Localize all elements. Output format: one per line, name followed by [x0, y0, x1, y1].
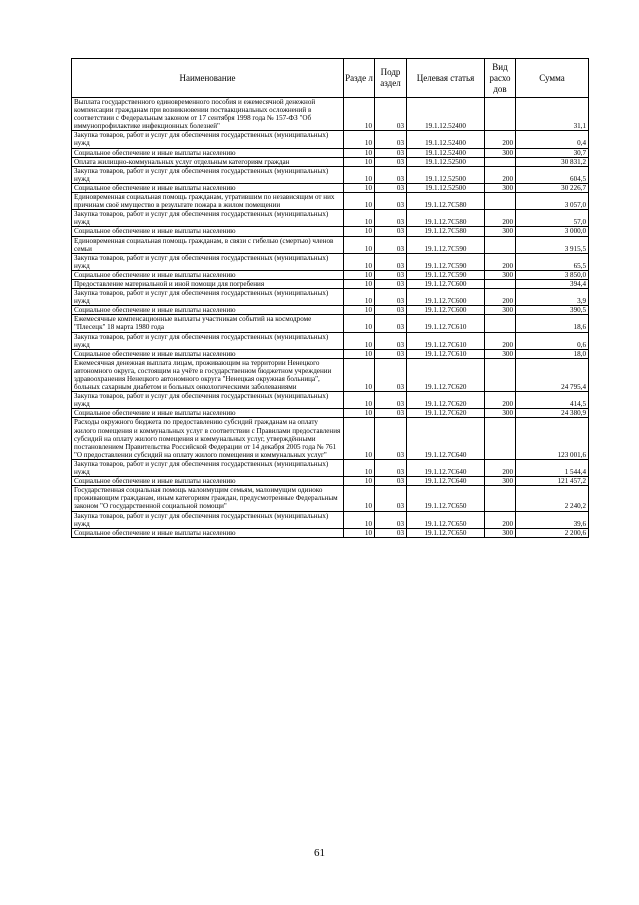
cell-tselevaya: 19.1.12.7С610 — [407, 349, 485, 358]
cell-podrazdel: 03 — [375, 511, 407, 528]
cell-vid — [485, 236, 516, 253]
cell-podrazdel: 03 — [375, 459, 407, 476]
cell-summa: 65,5 — [516, 253, 589, 270]
cell-razdel: 10 — [344, 193, 375, 210]
cell-tselevaya: 19.1.12.7С640 — [407, 477, 485, 486]
cell-vid: 200 — [485, 289, 516, 306]
table-row — [72, 279, 589, 288]
cell-razdel: 10 — [344, 236, 375, 253]
cell-razdel: 10 — [344, 486, 375, 511]
cell-name: Закупка товаров, работ и услуг для обеспечения государственных (муниципальных) нужд — [72, 166, 344, 183]
header-summa: Сумма — [516, 59, 589, 98]
cell-tselevaya: 19.1.12.7С580 — [407, 227, 485, 236]
cell-tselevaya: 19.1.12.7С580 — [407, 193, 485, 210]
cell-name: Закупка товаров, работ и услуг для обеспечения государственных (муниципальных) нужд — [72, 210, 344, 227]
cell-razdel: 10 — [344, 459, 375, 476]
cell-summa: 604,5 — [516, 166, 589, 183]
cell-podrazdel: 03 — [375, 183, 407, 192]
cell-razdel: 10 — [344, 270, 375, 279]
cell-name: Социальное обеспечение и иные выплаты населению — [72, 528, 344, 537]
cell-podrazdel: 03 — [375, 236, 407, 253]
cell-tselevaya: 19.1.12.7С590 — [407, 236, 485, 253]
table-row — [72, 477, 589, 486]
cell-name: Оплата жилищно-коммунальных услуг отдельным категориям граждан — [72, 157, 344, 166]
cell-vid — [485, 418, 516, 459]
cell-podrazdel: 03 — [375, 418, 407, 459]
cell-podrazdel: 03 — [375, 486, 407, 511]
cell-vid — [485, 157, 516, 166]
table-row — [72, 253, 589, 270]
cell-name: Социальное обеспечение и иные выплаты населению — [72, 148, 344, 157]
cell-podrazdel: 03 — [375, 148, 407, 157]
table-row — [72, 418, 589, 459]
table-row — [72, 148, 589, 157]
table-row — [72, 511, 589, 528]
cell-vid — [485, 486, 516, 511]
cell-podrazdel: 03 — [375, 528, 407, 537]
cell-podrazdel: 03 — [375, 306, 407, 315]
cell-podrazdel: 03 — [375, 358, 407, 391]
table-body — [72, 98, 589, 538]
table-row — [72, 227, 589, 236]
cell-razdel: 10 — [344, 183, 375, 192]
table-row — [72, 315, 589, 332]
cell-razdel: 10 — [344, 157, 375, 166]
cell-summa: 0,4 — [516, 131, 589, 148]
cell-vid: 300 — [485, 148, 516, 157]
cell-summa: 30 831,2 — [516, 157, 589, 166]
table-row — [72, 392, 589, 409]
cell-summa: 390,5 — [516, 306, 589, 315]
cell-vid: 200 — [485, 459, 516, 476]
cell-summa: 57,0 — [516, 210, 589, 227]
cell-razdel: 10 — [344, 477, 375, 486]
cell-name: Закупка товаров, работ и услуг для обеспечения государственных (муниципальных) нужд — [72, 392, 344, 409]
cell-podrazdel: 03 — [375, 270, 407, 279]
cell-tselevaya: 19.1.12.52400 — [407, 148, 485, 157]
cell-name: Социальное обеспечение и иные выплаты населению — [72, 270, 344, 279]
cell-tselevaya: 19.1.12.7С600 — [407, 289, 485, 306]
cell-razdel: 10 — [344, 332, 375, 349]
cell-vid: 300 — [485, 270, 516, 279]
table-row — [72, 459, 589, 476]
cell-vid: 200 — [485, 131, 516, 148]
cell-summa: 3,9 — [516, 289, 589, 306]
cell-name: Закупка товаров, работ и услуг для обеспечения государственных (муниципальных) нужд — [72, 253, 344, 270]
cell-vid: 200 — [485, 253, 516, 270]
cell-razdel: 10 — [344, 98, 375, 131]
cell-summa: 24 795,4 — [516, 358, 589, 391]
cell-podrazdel: 03 — [375, 227, 407, 236]
cell-vid — [485, 315, 516, 332]
cell-name: Единовременная социальная помощь гражданам, в связи с гибелью (смертью) членов семьи — [72, 236, 344, 253]
cell-vid — [485, 193, 516, 210]
cell-name: Социальное обеспечение и иные выплаты населению — [72, 477, 344, 486]
cell-summa: 24 380,9 — [516, 409, 589, 418]
cell-tselevaya: 19.1.12.7С580 — [407, 210, 485, 227]
cell-summa: 394,4 — [516, 279, 589, 288]
cell-tselevaya: 19.1.12.7С590 — [407, 270, 485, 279]
cell-tselevaya: 19.1.12.7С610 — [407, 332, 485, 349]
table-row — [72, 210, 589, 227]
table-row — [72, 98, 589, 131]
table-row — [72, 358, 589, 391]
cell-summa: 3 850,0 — [516, 270, 589, 279]
table-header-row — [72, 59, 589, 98]
table-row — [72, 486, 589, 511]
cell-vid — [485, 358, 516, 391]
cell-razdel: 10 — [344, 528, 375, 537]
cell-vid: 200 — [485, 166, 516, 183]
cell-razdel: 10 — [344, 418, 375, 459]
table-row — [72, 332, 589, 349]
table-row — [72, 193, 589, 210]
cell-tselevaya: 19.1.12.7С600 — [407, 279, 485, 288]
cell-razdel: 10 — [344, 409, 375, 418]
cell-summa: 123 001,6 — [516, 418, 589, 459]
table-row — [72, 236, 589, 253]
cell-tselevaya: 19.1.12.7С620 — [407, 392, 485, 409]
cell-summa: 30,7 — [516, 148, 589, 157]
budget-table — [71, 58, 589, 538]
cell-name: Закупка товаров, работ и услуг для обеспечения государственных (муниципальных) нужд — [72, 131, 344, 148]
cell-vid: 300 — [485, 306, 516, 315]
cell-tselevaya: 19.1.12.52500 — [407, 157, 485, 166]
cell-razdel: 10 — [344, 279, 375, 288]
cell-summa: 2 200,6 — [516, 528, 589, 537]
cell-summa: 2 240,2 — [516, 486, 589, 511]
table-row — [72, 157, 589, 166]
cell-podrazdel: 03 — [375, 210, 407, 227]
cell-name: Ежемесячная денежная выплата лицам, проживающим на территории Ненецкого автономного округа, состоящим на учёте в государственном бюджетном учреждении здравоохранения Ненецкого автономного округа "Ненецкая окружная больница", больных сахарным диабетом и больных онкологическими заболеваниями — [72, 358, 344, 391]
cell-razdel: 10 — [344, 131, 375, 148]
cell-vid: 300 — [485, 349, 516, 358]
cell-podrazdel: 03 — [375, 279, 407, 288]
cell-summa: 31,1 — [516, 98, 589, 131]
cell-vid: 200 — [485, 332, 516, 349]
cell-name: Закупка товаров, работ и услуг для обеспечения государственных (муниципальных) нужд — [72, 289, 344, 306]
table-row — [72, 183, 589, 192]
cell-tselevaya: 19.1.12.7С650 — [407, 528, 485, 537]
cell-podrazdel: 03 — [375, 157, 407, 166]
cell-razdel: 10 — [344, 210, 375, 227]
cell-name: Государственная социальная помощь малоимущим семьям, малоимущим одиноко проживающим гражданам, иным категориям граждан, предусмотренные Федеральным законом "О государственной социальной помощи" — [72, 486, 344, 511]
cell-vid: 200 — [485, 210, 516, 227]
table-row — [72, 528, 589, 537]
cell-tselevaya: 19.1.12.7С610 — [407, 315, 485, 332]
cell-razdel: 10 — [344, 349, 375, 358]
cell-vid: 300 — [485, 409, 516, 418]
cell-name: Ежемесячные компенсационные выплаты участникам событий на космодроме "Плесецк" 18 марта 1980 года — [72, 315, 344, 332]
cell-name: Социальное обеспечение и иные выплаты населению — [72, 183, 344, 192]
cell-vid — [485, 98, 516, 131]
cell-tselevaya: 19.1.12.7С620 — [407, 409, 485, 418]
table-row — [72, 289, 589, 306]
cell-podrazdel: 03 — [375, 315, 407, 332]
cell-name: Единовременная социальная помощь гражданам, утратившим по независящим от них причинам своё имущество в результате пожара в жилом помещении — [72, 193, 344, 210]
cell-tselevaya: 19.1.12.52400 — [407, 98, 485, 131]
cell-tselevaya: 19.1.12.7С650 — [407, 511, 485, 528]
header-razdel: Разде л — [344, 59, 375, 98]
cell-podrazdel: 03 — [375, 332, 407, 349]
cell-vid: 200 — [485, 511, 516, 528]
cell-podrazdel: 03 — [375, 193, 407, 210]
cell-summa: 414,5 — [516, 392, 589, 409]
cell-name: Расходы окружного бюджета по предоставлению субсидий гражданам на оплату жилого помещения и коммунальных услуг в соответствии с Правилами предоставления субсидий на оплату жилого помещения и коммунальных услуг, утверждёнными постановлением Правительства Российской Федерации от 14 декабря 2005 года № 761 "О предоставлении субсидий на оплату жилого помещения и коммунальных услуг" — [72, 418, 344, 459]
cell-summa: 39,6 — [516, 511, 589, 528]
cell-tselevaya: 19.1.12.52500 — [407, 183, 485, 192]
cell-tselevaya: 19.1.12.7С650 — [407, 486, 485, 511]
header-tselevaya: Целевая статья — [407, 59, 485, 98]
cell-tselevaya: 19.1.12.7С620 — [407, 358, 485, 391]
cell-tselevaya: 19.1.12.52500 — [407, 166, 485, 183]
cell-razdel: 10 — [344, 315, 375, 332]
table-row — [72, 131, 589, 148]
cell-razdel: 10 — [344, 511, 375, 528]
cell-razdel: 10 — [344, 392, 375, 409]
cell-vid: 200 — [485, 392, 516, 409]
header-vid: Вид расхо дов — [485, 59, 516, 98]
cell-podrazdel: 03 — [375, 131, 407, 148]
cell-razdel: 10 — [344, 148, 375, 157]
cell-podrazdel: 03 — [375, 349, 407, 358]
table-row — [72, 270, 589, 279]
cell-vid: 300 — [485, 528, 516, 537]
cell-name: Социальное обеспечение и иные выплаты населению — [72, 409, 344, 418]
cell-tselevaya: 19.1.12.7С590 — [407, 253, 485, 270]
cell-podrazdel: 03 — [375, 289, 407, 306]
cell-tselevaya: 19.1.12.7С640 — [407, 459, 485, 476]
cell-summa: 18,6 — [516, 315, 589, 332]
cell-name: Социальное обеспечение и иные выплаты населению — [72, 306, 344, 315]
cell-vid: 300 — [485, 183, 516, 192]
cell-vid: 300 — [485, 227, 516, 236]
cell-razdel: 10 — [344, 358, 375, 391]
cell-razdel: 10 — [344, 306, 375, 315]
cell-summa: 121 457,2 — [516, 477, 589, 486]
cell-podrazdel: 03 — [375, 409, 407, 418]
cell-summa: 3 057,0 — [516, 193, 589, 210]
cell-tselevaya: 19.1.12.7С600 — [407, 306, 485, 315]
cell-name: Социальное обеспечение и иные выплаты населению — [72, 227, 344, 236]
header-name: Наименование — [72, 59, 344, 98]
table-row — [72, 306, 589, 315]
cell-vid — [485, 279, 516, 288]
cell-razdel: 10 — [344, 166, 375, 183]
cell-summa: 3 000,0 — [516, 227, 589, 236]
header-podrazdel: Подр аздел — [375, 59, 407, 98]
cell-summa: 0,6 — [516, 332, 589, 349]
cell-name: Выплата государственного единовременного пособия и ежемесячной денежной компенсации гражданам при возникновении поствакцинальных осложнений в соответствии с Федеральным законом от 17 сентября 1998 года № 157-ФЗ "Об иммунопрофилактике инфекционных болезней" — [72, 98, 344, 131]
cell-podrazdel: 03 — [375, 253, 407, 270]
cell-tselevaya: 19.1.12.52400 — [407, 131, 485, 148]
cell-name: Закупка товаров, работ и услуг для обеспечения государственных (муниципальных) нужд — [72, 332, 344, 349]
cell-podrazdel: 03 — [375, 477, 407, 486]
cell-name: Социальное обеспечение и иные выплаты населению — [72, 349, 344, 358]
cell-razdel: 10 — [344, 227, 375, 236]
cell-tselevaya: 19.1.12.7С640 — [407, 418, 485, 459]
cell-podrazdel: 03 — [375, 166, 407, 183]
cell-name: Предоставление материальной и иной помощи для погребения — [72, 279, 344, 288]
table-row — [72, 166, 589, 183]
cell-podrazdel: 03 — [375, 98, 407, 131]
cell-summa: 30 226,7 — [516, 183, 589, 192]
cell-summa: 1 544,4 — [516, 459, 589, 476]
cell-razdel: 10 — [344, 253, 375, 270]
cell-name: Закупка товаров, работ и услуг для обеспечения государственных (муниципальных) нужд — [72, 511, 344, 528]
cell-summa: 18,0 — [516, 349, 589, 358]
cell-podrazdel: 03 — [375, 392, 407, 409]
cell-razdel: 10 — [344, 289, 375, 306]
cell-vid: 300 — [485, 477, 516, 486]
table-row — [72, 409, 589, 418]
table-row — [72, 349, 589, 358]
page-number: 61 — [314, 847, 325, 859]
cell-summa: 3 915,5 — [516, 236, 589, 253]
cell-name: Закупка товаров, работ и услуг для обеспечения государственных (муниципальных) нужд — [72, 459, 344, 476]
